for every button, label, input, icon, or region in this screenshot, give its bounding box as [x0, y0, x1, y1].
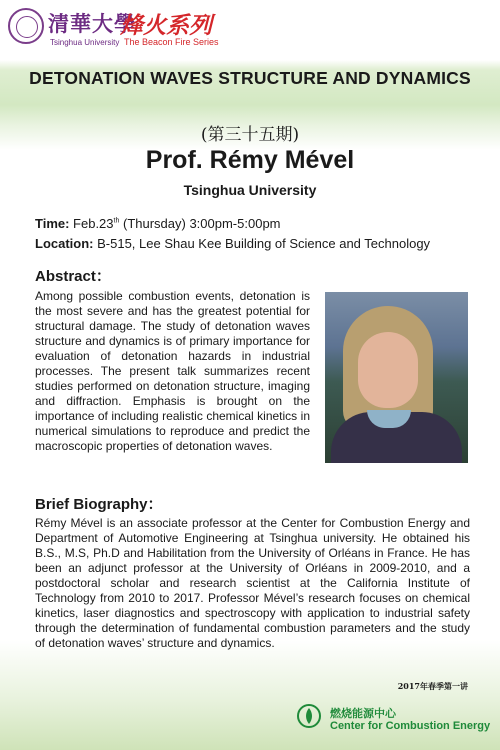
time-label: Time: — [35, 216, 70, 231]
season-label: 2017年春季第一讲 — [397, 681, 468, 691]
biography-text: Rémy Mével is an associate professor at the Center for Combustion Energy and Department of Automotive Engineering at Tsinghua university. He obtained his B.S., M.S, Ph.D and Habilitation from the University of Orléans in France. He has been an adjunct professor at the University of Orléans in 2009-2010, and a postdoctoral scholar and research scientist at the California Institute of Technology from 2010 to 2017. Professor Mével’s research focuses on chemical kinetics, laser diagnostics and spectroscopy with application to industrial safety through the determination of fundamental combustion parameters and the study of detonation waves’ structure and dynamics. — [35, 516, 470, 650]
time-date: Feb.23 — [69, 216, 114, 231]
combustion-center-name-cn: 燃烧能源中心 — [330, 708, 396, 720]
time-date-suffix: th — [113, 217, 120, 225]
abstract-text: Among possible combustion events, detonation is the most severe and has the greatest potential for structural damage. The study of detonation waves structure and dynamics is of primary importance for evaluation of detonation hazards in industrial processes. The present talk summarizes recent studies performed on detonation structure, imaging and diffraction. Emphasis is brought on the importance of including realistic chemical kinetics in numerical simulations to reproduce and predict the macroscopic properties of detonation waves. — [35, 289, 310, 453]
abstract-heading: Abstract： — [35, 268, 111, 285]
header — [0, 0, 500, 60]
combustion-center-logo-icon — [296, 703, 322, 729]
speaker-affiliation: Tsinghua University — [183, 182, 317, 198]
issue-number: (第三十五期) — [200, 125, 300, 145]
beacon-series-logo: 烽火系列 — [120, 13, 212, 39]
tsinghua-name-en: Tsinghua University — [50, 38, 120, 47]
biography-heading: Brief Biography： — [35, 496, 163, 513]
tsinghua-name-cn: 清華大學 — [48, 11, 136, 36]
speaker-name: Prof. Rémy Mével — [145, 146, 355, 174]
time-line — [35, 216, 281, 231]
speaker-photo — [325, 292, 468, 463]
location-line — [35, 236, 430, 251]
time-value: (Thursday) 3:00pm-5:00pm — [119, 216, 281, 231]
location-value: B-515, Lee Shau Kee Building of Science and Technology — [93, 236, 431, 251]
beacon-series-name-en: The Beacon Fire Series — [124, 37, 219, 47]
tsinghua-seal-logo — [8, 8, 44, 44]
lecture-title: DETONATION WAVES STRUCTURE AND DYNAMICS — [29, 68, 471, 88]
combustion-center-name-en: Center for Combustion Energy — [330, 720, 491, 732]
location-label: Location: — [35, 236, 94, 251]
